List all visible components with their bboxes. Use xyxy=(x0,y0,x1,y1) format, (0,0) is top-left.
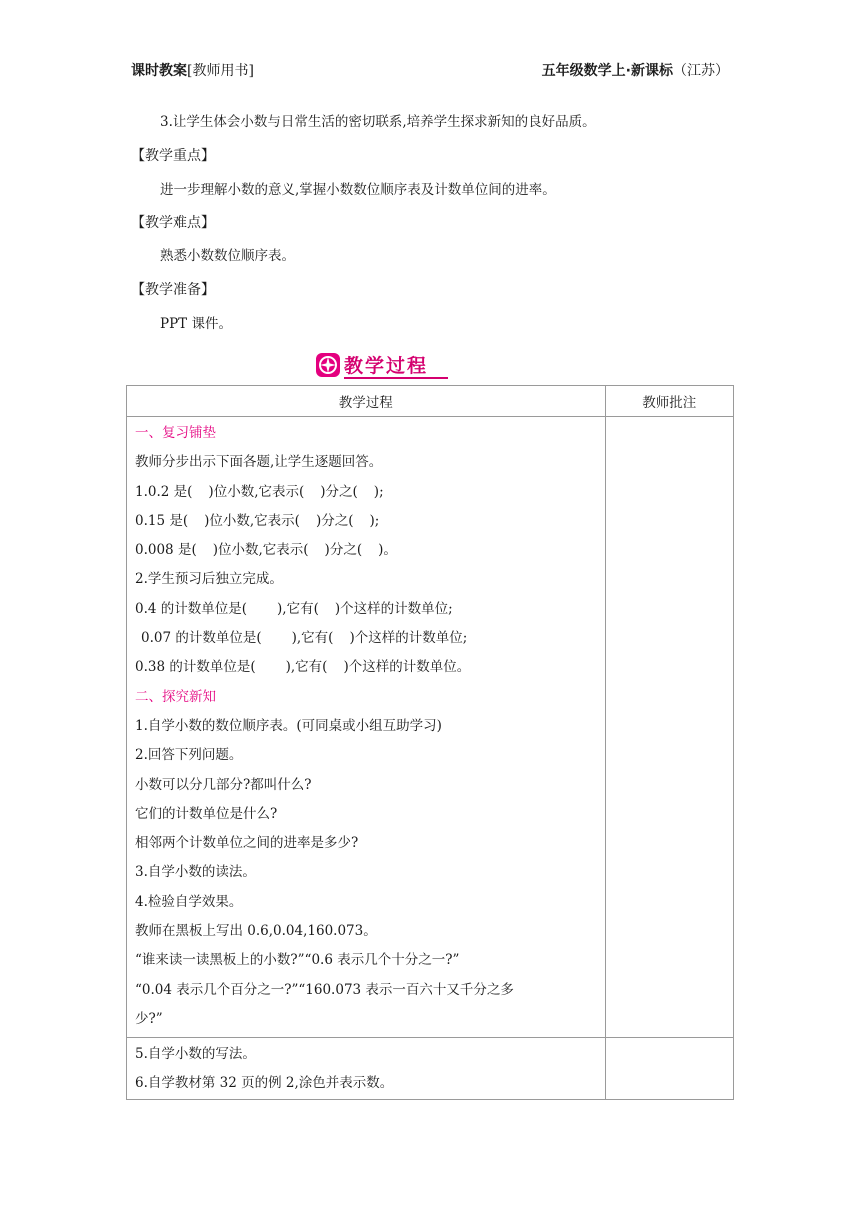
book-subtitle: [教师用书] xyxy=(187,63,254,79)
s2-item-2: 2.回答下列问题。 xyxy=(135,747,243,764)
s2-quote-2: “0.04 表示几个百分之一?”“160.073 表示一百六十又千分之多 xyxy=(135,981,514,998)
notes-cell xyxy=(605,1038,733,1100)
question-1: 1.0.2 是( )位小数,它表示( )分之( ); xyxy=(135,483,384,500)
s2-board: 教师在黑板上写出 0.6,0.04,160.073。 xyxy=(135,923,377,940)
book-title: 课时教案 xyxy=(131,63,187,79)
prep-text: PPT 课件。 xyxy=(160,316,232,332)
focus-text: 进一步理解小数的意义,掌握小数数位顺序表及计数单位间的进率。 xyxy=(160,182,556,198)
difficulty-text: 熟悉小数数位顺序表。 xyxy=(160,248,295,264)
process-cell xyxy=(127,417,606,1038)
banner-underline xyxy=(344,377,448,379)
s1-item-2: 2.学生预习后独立完成。 xyxy=(135,571,283,588)
logo-icon xyxy=(316,353,340,377)
focus-heading: 【教学重点】 xyxy=(131,148,215,164)
section2-title: 二、探究新知 xyxy=(135,688,216,705)
objective-3: 3.让学生体会小数与日常生活的密切联系,培养学生探求新知的良好品质。 xyxy=(160,114,596,130)
header-right xyxy=(542,60,729,80)
table-row xyxy=(127,1038,734,1100)
col-process-header: 教学过程 xyxy=(127,386,606,417)
notes-cell xyxy=(605,417,733,1038)
prep-heading: 【教学准备】 xyxy=(131,282,215,298)
s2-item-3: 3.自学小数的读法。 xyxy=(135,864,256,881)
s2-item-5: 5.自学小数的写法。 xyxy=(135,1046,256,1062)
section-banner xyxy=(316,351,448,379)
header-left xyxy=(131,60,254,80)
s2-item-4: 4.检验自学效果。 xyxy=(135,893,243,910)
banner-title: 教学过程 xyxy=(344,355,429,377)
s2-quote-1: “谁来读一读黑板上的小数?”“0.6 表示几个十分之一?” xyxy=(135,952,460,969)
difficulty-heading: 【教学难点】 xyxy=(131,215,215,231)
unit-question-2: 0.07 的计数单位是( ),它有( )个这样的计数单位; xyxy=(141,630,468,647)
page-header xyxy=(131,60,729,84)
question-2: 0.15 是( )位小数,它表示( )分之( ); xyxy=(135,512,380,529)
s2-item-6: 6.自学教材第 32 页的例 2,涂色并表示数。 xyxy=(135,1075,394,1092)
unit-question-3: 0.38 的计数单位是( ),它有( )个这样的计数单位。 xyxy=(135,659,471,676)
region-label: （江苏） xyxy=(673,63,729,79)
section1-title: 一、复习铺垫 xyxy=(135,425,216,441)
process-cell xyxy=(127,1038,606,1100)
col-notes-header: 教师批注 xyxy=(605,386,733,417)
s2-question-2: 它们的计数单位是什么? xyxy=(135,805,278,822)
grade-label: 五年级数学上·新课标 xyxy=(541,63,673,79)
lesson-table xyxy=(126,385,734,1100)
question-3: 0.008 是( )位小数,它表示( )分之( )。 xyxy=(135,542,397,559)
s2-question-1: 小数可以分几部分?都叫什么? xyxy=(135,776,312,793)
unit-question-1: 0.4 的计数单位是( ),它有( )个这样的计数单位; xyxy=(135,600,453,617)
table-header-row xyxy=(127,386,734,417)
s2-item-1: 1.自学小数的数位顺序表。(可同桌或小组互助学习) xyxy=(135,717,442,734)
s2-question-3: 相邻两个计数单位之间的进率是多少? xyxy=(135,835,359,852)
table-row xyxy=(127,417,734,1038)
s1-intro: 教师分步出示下面各题,让学生逐题回答。 xyxy=(135,454,383,471)
s2-quote-3: 少?” xyxy=(135,1010,163,1027)
